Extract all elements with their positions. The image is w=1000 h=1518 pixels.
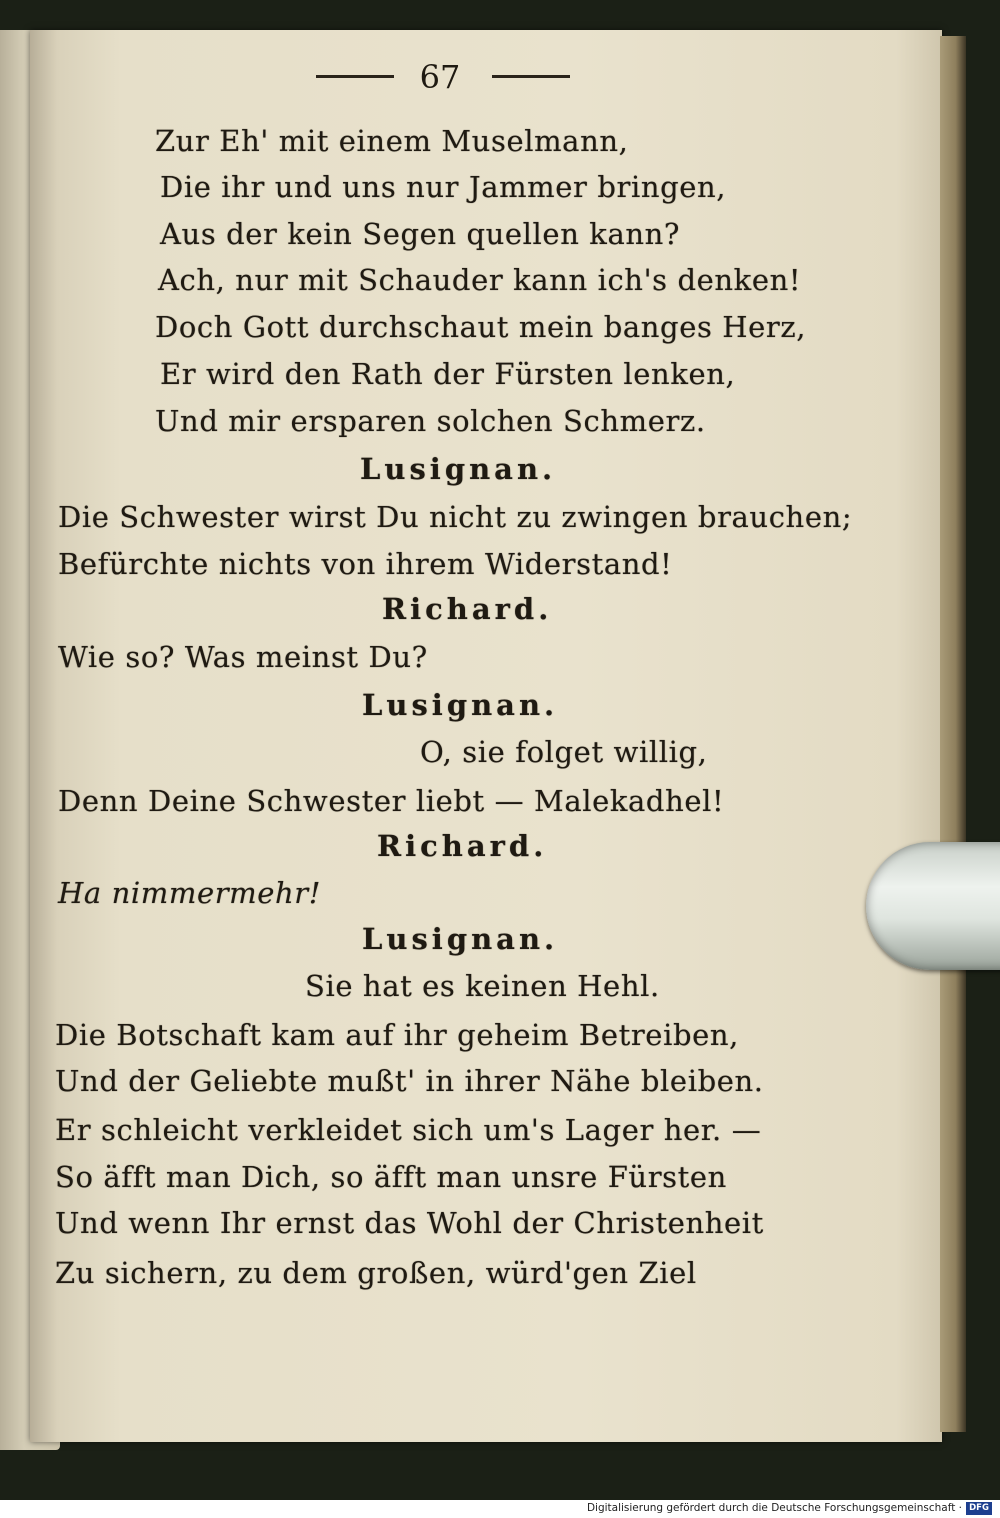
speaker-name: Richard.	[382, 592, 553, 626]
text-line: Ach, nur mit Schauder kann ich's denken!	[158, 263, 802, 297]
text-line: Befürchte nichts von ihrem Widerstand!	[58, 547, 673, 581]
text-line: Und mir ersparen solchen Schmerz.	[155, 404, 706, 438]
page-number: 67	[419, 58, 461, 96]
text-line: O, sie folget willig,	[420, 735, 708, 769]
text-line: Die Schwester wirst Du nicht zu zwingen brauchen;	[58, 500, 853, 534]
footer-credit: Digitalisierung gefördert durch die Deutsche Forschungsgemeinschaft ·	[586, 1502, 962, 1514]
text-line: Denn Deine Schwester liebt — Malekadhel!	[58, 784, 725, 818]
speaker-name: Richard.	[377, 829, 548, 863]
text-line: Und der Geliebte mußt' in ihrer Nähe bleiben.	[55, 1064, 764, 1098]
speaker-name: Lusignan.	[362, 922, 559, 956]
page-header	[310, 58, 570, 94]
text-line: Wie so? Was meinst Du?	[58, 640, 428, 674]
speaker-name: Lusignan.	[360, 452, 557, 486]
text-line: Die ihr und uns nur Jammer bringen,	[160, 170, 727, 204]
text-line: Ha nimmermehr!	[58, 876, 322, 910]
text-line: Sie hat es keinen Hehl.	[305, 969, 660, 1003]
header-rule-right	[492, 75, 570, 78]
text-line: Er schleicht verkleidet sich um's Lager her. —	[55, 1113, 762, 1147]
dfg-logo: DFG	[966, 1502, 992, 1515]
text-line: Zur Eh' mit einem Muselmann,	[155, 124, 629, 158]
page-holder-clip	[866, 842, 1000, 970]
text-line: Er wird den Rath der Fürsten lenken,	[160, 357, 736, 391]
text-line: Und wenn Ihr ernst das Wohl der Christenheit	[55, 1206, 764, 1240]
text-line: Doch Gott durchschaut mein banges Herz,	[155, 310, 807, 344]
text-line: Zu sichern, zu dem großen, würd'gen Ziel	[55, 1256, 697, 1290]
page-stack-edge	[940, 36, 966, 1432]
speaker-name: Lusignan.	[362, 688, 559, 722]
text-line: So äfft man Dich, so äfft man unsre Fürsten	[55, 1160, 727, 1194]
digitization-footer	[0, 1500, 1000, 1518]
text-line: Die Botschaft kam auf ihr geheim Betreiben,	[55, 1018, 739, 1052]
text-line: Aus der kein Segen quellen kann?	[160, 217, 681, 251]
